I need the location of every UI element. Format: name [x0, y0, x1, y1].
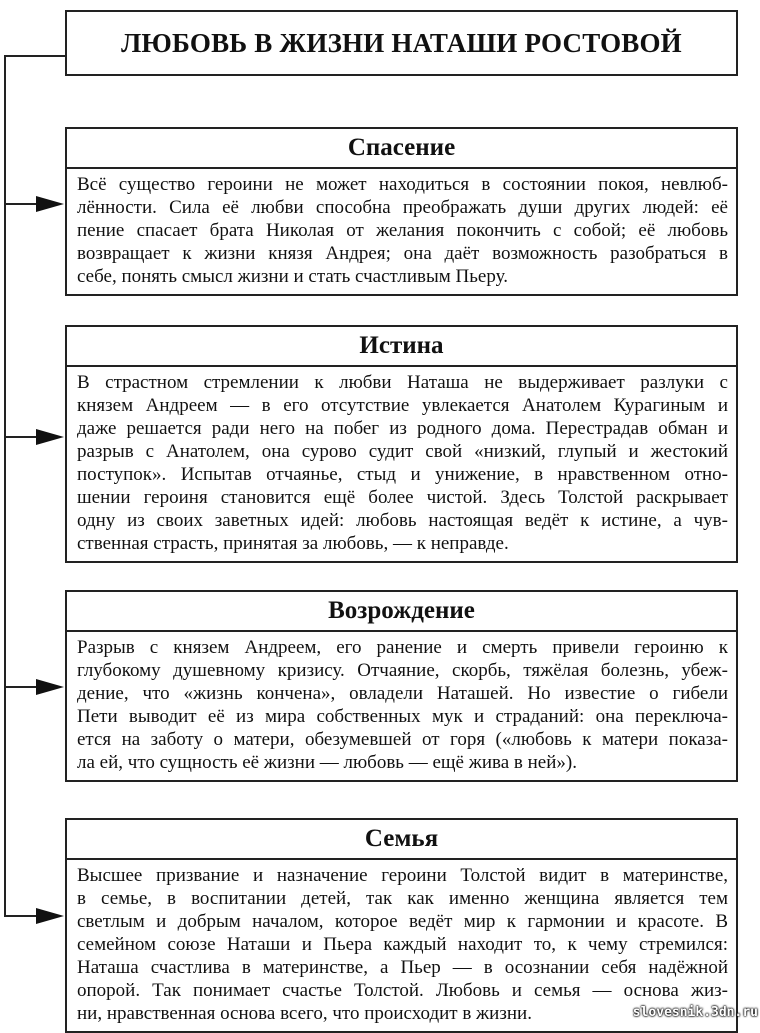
text-line: возвращает к жизни князя Андрея; она даёт возможность разобраться в [77, 243, 728, 264]
text-line: опорой. Так понимает счастье Толстой. Любовь и семья — основа жиз- [77, 980, 728, 1001]
arrow-right-icon [36, 196, 64, 212]
text-line: разрыв с Анатолем, она сурово судит свой «низкий, глупый и жестокий [77, 441, 728, 462]
text-line: даже решается ради него на побег из родного дома. Перестрадав обман и [77, 418, 728, 439]
arrow-right-icon [36, 679, 64, 695]
arrow-right-icon [36, 908, 64, 924]
arrow-right-icon [36, 429, 64, 445]
text-line: светлым и добрым началом, которое ведёт мир к гармонии и красоте. В [77, 911, 728, 932]
connector-branch-line [4, 915, 40, 917]
watermark: slovesnik.3dn.ru [632, 1005, 758, 1020]
text-line: ла ей, что сущность её жизни — любовь — ещё жива в ней»). [77, 752, 577, 773]
connector-branch-line [4, 203, 40, 205]
text-line: Пети выводит её из мира собственных мук и страданий: она переключа- [77, 706, 728, 727]
text-line: ни, нравственная основа всего, что происходит в жизни. [77, 1003, 532, 1024]
text-line: поступок». Испытав отчаянье, стыд и унижение, в нравственном отно- [77, 464, 728, 485]
text-line: шении героиня становится ещё более чистой. Здесь Толстой раскрывает [77, 487, 728, 508]
text-line: Всё существо героини не может находиться в состоянии покоя, невлюб- [77, 174, 728, 195]
page-title: ЛЮБОВЬ В ЖИЗНИ НАТАШИ РОСТОВОЙ [65, 10, 738, 76]
text-line: ственная страсть, принятая за любовь, — к неправде. [77, 533, 509, 554]
section-heading: Истина [67, 327, 736, 367]
section-heading: Возрождение [67, 592, 736, 632]
section-box [65, 818, 738, 1033]
connector-branch-line [4, 686, 40, 688]
text-line: пение спасает брата Николая от желания покончить с собой; её любовь [77, 220, 728, 241]
section-body [67, 632, 736, 780]
text-line: Разрыв с князем Андреем, его ранение и смерть привели героиню к [77, 637, 728, 658]
text-line: лённости. Сила её любви способна преображать души других людей: её [77, 197, 728, 218]
section-heading: Семья [67, 820, 736, 860]
section-body [67, 169, 736, 294]
text-line: в семье, в воспитании детей, так как именно женщина является тем [77, 888, 728, 909]
text-line: В страстном стремлении к любви Наташа не выдерживает разлуки с [77, 372, 728, 393]
text-line: дение, что «жизнь кончена», овладели Наташей. Но известие о гибели [77, 683, 728, 704]
section-box [65, 325, 738, 563]
text-line: одну из своих заветных идей: любовь настоящая ведёт к истине, а чув- [77, 510, 728, 531]
text-line: князем Андреем — в его отсутствие увлекается Анатолем Курагиным и [77, 395, 728, 416]
text-line: ется на заботу о матери, обезумевшей от горя («любовь к матери показа- [77, 729, 728, 750]
section-box [65, 590, 738, 782]
text-line: Наташа счастлива в материнстве, а Пьер — в осознании себя надёжной [77, 957, 728, 978]
connector-branch-line [4, 436, 40, 438]
section-heading: Спасение [67, 129, 736, 169]
section-body [67, 367, 736, 561]
connector-title-line [4, 55, 66, 57]
section-box [65, 127, 738, 296]
connector-vertical-line [4, 55, 6, 917]
text-line: семейном союзе Наташи и Пьера каждый находит то, к чему стремился: [77, 934, 728, 955]
text-line: глубокому душевному кризису. Отчаяние, скорбь, тяжёлая болезнь, убеж- [77, 660, 728, 681]
text-line: себе, понять смысл жизни и стать счастливым Пьеру. [77, 266, 508, 287]
text-line: Высшее призвание и назначение героини Толстой видит в материнстве, [77, 865, 728, 886]
